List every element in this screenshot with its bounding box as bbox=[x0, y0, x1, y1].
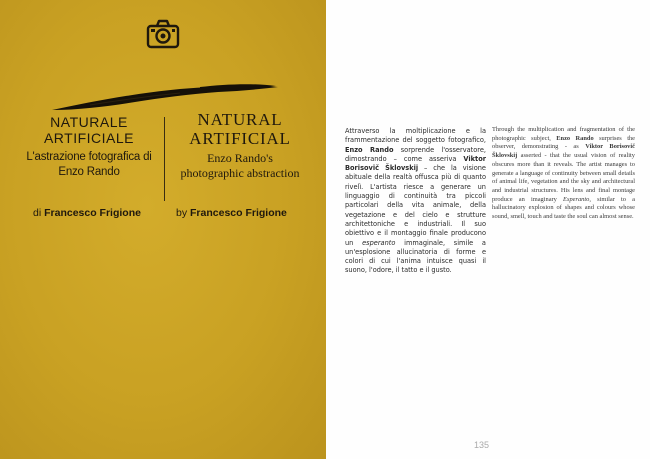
english-text-part-2: surprises the observer, demonstrating - as bbox=[492, 134, 635, 151]
english-text-name-2: Viktor Borisovič Šklovskij bbox=[492, 143, 635, 160]
english-title-line-1: NATURAL bbox=[197, 110, 283, 129]
english-text-part-1: Through the multiplication and fragmentation of the photographic subject, bbox=[492, 126, 635, 142]
italian-author-credit bbox=[33, 207, 141, 219]
english-author-credit bbox=[176, 207, 287, 219]
italian-title-line-2: ARTIFICIALE bbox=[43, 130, 135, 146]
italian-title-block bbox=[20, 114, 158, 180]
italian-text-italic-1: esperanto bbox=[362, 238, 396, 247]
english-title-line-2: ARTIFICIAL bbox=[189, 129, 291, 148]
english-text-part-4: , similar to a hallucinatory explosion of shapes and colours whose sound, smell, touch and taste the soul can almost sense. bbox=[492, 195, 635, 221]
english-title-block bbox=[170, 110, 310, 181]
italian-author-name: Francesco Frigione bbox=[44, 207, 141, 219]
english-text-name-1: Enzo Rando bbox=[556, 134, 594, 142]
italian-author-prefix: di bbox=[33, 207, 42, 219]
title-divider bbox=[164, 117, 165, 201]
italian-text-name-2: Viktor Borisovič Šklovskij bbox=[345, 154, 486, 173]
italian-text-part-2: sorprende l'osservatore, dimostrando – come asseriva bbox=[345, 145, 486, 163]
english-author-prefix: by bbox=[176, 207, 188, 219]
italian-text-name-1: Enzo Rando bbox=[345, 145, 394, 154]
italian-text-part-3: – che la visione abituale della realtà offusca più di quanto rivelì. L'artista riesce a generare un linguaggio di continuità tra piccoli particolari della vita animale, della vegetazione e del cielo e strutture architettoniche e industriali. Il suo obiettivo e il montaggio finale producono un bbox=[345, 164, 486, 247]
english-subtitle-line-1: Enzo Rando's bbox=[207, 151, 273, 165]
english-subtitle-line-2: photographic abstraction bbox=[180, 166, 300, 180]
english-text-column bbox=[492, 126, 635, 222]
italian-text-column bbox=[345, 127, 486, 276]
camera-icon bbox=[146, 19, 180, 49]
english-author-name: Francesco Frigione bbox=[190, 207, 287, 219]
english-text-part-3: asserted - that the usual vision of reality obscures more than it reveals. The artist manages to generate a language of continuity between small details of animal life, vegetation and the sky and architectural and industrial structures. His lens and final montage produce an imaginary bbox=[492, 152, 635, 203]
text-page bbox=[326, 0, 650, 459]
italian-text-part-1: Attraverso la moltiplicazione e la frammentazione del soggetto fotografico, bbox=[345, 127, 486, 145]
italian-title-line-1: NATURALE bbox=[50, 114, 128, 130]
page-number: 135 bbox=[474, 440, 490, 450]
italian-text-part-4: immaginale, simile a un'esplosione allucinatoria di forme e colori di cui l'anima intuisce quasi il suono, l'odore, il tatto e il gusto. bbox=[345, 238, 486, 275]
italian-subtitle: L'astrazione fotografica di Enzo Rando bbox=[26, 151, 152, 178]
english-text-italic-1: Esperanto bbox=[563, 195, 590, 203]
